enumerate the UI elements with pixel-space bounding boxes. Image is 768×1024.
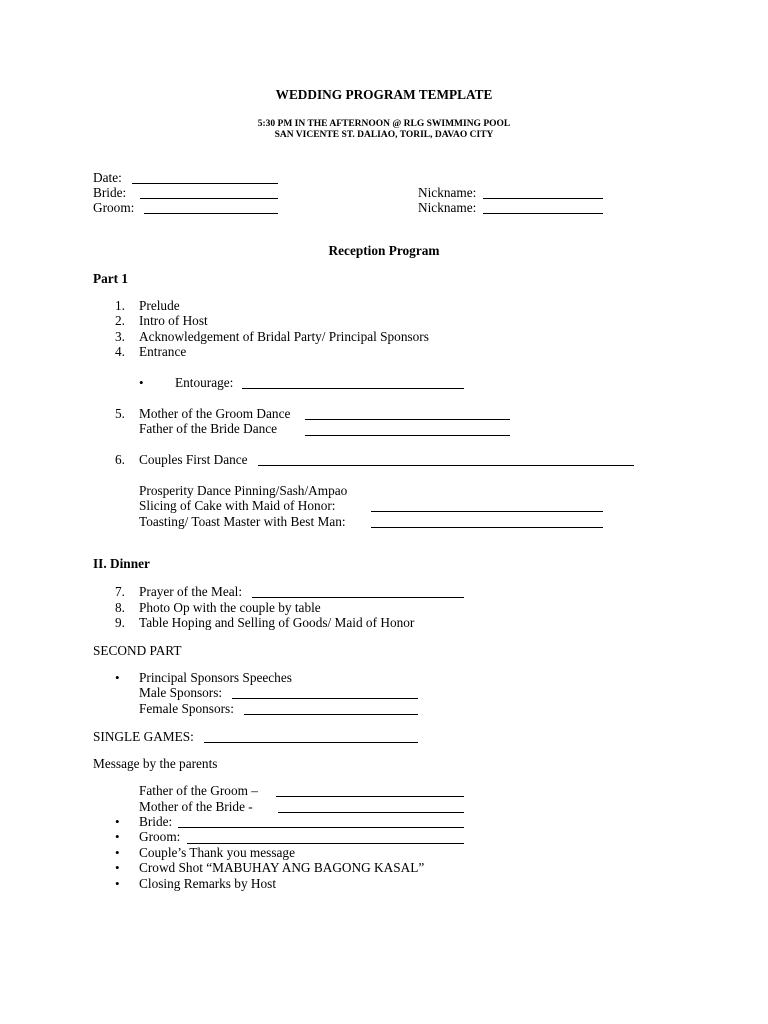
- list-item-prayer-meal: Prayer of the Meal:: [139, 584, 243, 599]
- toasting: Toasting/ Toast Master with Best Man:: [139, 514, 346, 529]
- list-item-table-hoping: Table Hoping and Selling of Goods/ Maid of Honor: [139, 615, 415, 630]
- bullet-icon: •: [115, 845, 120, 860]
- bride-message-label: Bride:: [139, 814, 173, 829]
- female-sponsors-label: Female Sponsors:: [139, 701, 234, 716]
- part1-heading: Part 1: [93, 271, 129, 286]
- single-games-label: SINGLE GAMES:: [93, 729, 194, 744]
- bullet-icon: •: [115, 876, 120, 891]
- dinner-heading: II. Dinner: [93, 556, 150, 571]
- male-sponsors-blank[interactable]: [232, 698, 418, 699]
- slicing-cake: Slicing of Cake with Maid of Honor:: [139, 498, 336, 513]
- bullet-icon: •: [115, 670, 120, 685]
- list-number: 3.: [115, 329, 125, 344]
- groom-message-label: Groom:: [139, 829, 181, 844]
- groom-message-blank[interactable]: [187, 843, 464, 844]
- father-groom-blank[interactable]: [276, 796, 464, 797]
- mother-groom-dance-blank[interactable]: [305, 419, 510, 420]
- bride-label: Bride:: [93, 185, 127, 200]
- bullet-icon: •: [115, 829, 120, 844]
- female-sponsors-blank[interactable]: [244, 714, 418, 715]
- event-time-venue: 5:30 PM IN THE AFTERNOON @ RLG SWIMMING POOL: [257, 119, 511, 129]
- couples-first-dance-blank[interactable]: [258, 465, 634, 466]
- date-blank[interactable]: [132, 183, 278, 184]
- list-number: 8.: [115, 600, 125, 615]
- list-item-acknowledgement: Acknowledgement of Bridal Party/ Principal Sponsors: [139, 329, 429, 344]
- reception-program-heading: Reception Program: [328, 243, 440, 258]
- slicing-cake-blank[interactable]: [371, 511, 603, 512]
- groom-nickname-label: Nickname:: [418, 200, 477, 215]
- groom-label: Groom:: [93, 200, 135, 215]
- mother-bride-blank[interactable]: [278, 812, 464, 813]
- list-number: 1.: [115, 298, 125, 313]
- bullet-icon: •: [115, 814, 120, 829]
- list-number: 4.: [115, 344, 125, 359]
- bride-blank[interactable]: [140, 198, 278, 199]
- list-item-couples-first-dance: Couples First Dance: [139, 452, 248, 467]
- date-label: Date:: [93, 170, 122, 185]
- groom-blank[interactable]: [144, 213, 278, 214]
- entourage-label: Entourage:: [175, 375, 234, 390]
- list-number: 9.: [115, 615, 125, 630]
- list-item-intro-host: Intro of Host: [139, 313, 208, 328]
- message-parents-heading: Message by the parents: [93, 756, 218, 771]
- bride-nickname-blank[interactable]: [483, 198, 603, 199]
- single-games-blank[interactable]: [204, 742, 418, 743]
- list-item-mother-groom-dance: Mother of the Groom Dance: [139, 406, 291, 421]
- crowd-shot: Crowd Shot “MABUHAY ANG BAGONG KASAL”: [139, 860, 425, 875]
- list-item-photo-op: Photo Op with the couple by table: [139, 600, 321, 615]
- prayer-meal-blank[interactable]: [252, 597, 464, 598]
- page-title: WEDDING PROGRAM TEMPLATE: [275, 87, 493, 102]
- couples-thanks: Couple’s Thank you message: [139, 845, 295, 860]
- list-item-entrance: Entrance: [139, 344, 187, 359]
- closing-remarks: Closing Remarks by Host: [139, 876, 277, 891]
- bride-message-blank[interactable]: [178, 827, 464, 828]
- father-bride-dance: Father of the Bride Dance: [139, 421, 278, 436]
- groom-nickname-blank[interactable]: [483, 213, 603, 214]
- list-number: 2.: [115, 313, 125, 328]
- event-address: SAN VICENTE ST. DALIAO, TORIL, DAVAO CITY: [274, 130, 494, 140]
- list-number: 7.: [115, 584, 125, 599]
- entourage-blank[interactable]: [242, 388, 464, 389]
- bride-nickname-label: Nickname:: [418, 185, 477, 200]
- father-groom-label: Father of the Groom –: [139, 783, 258, 798]
- prosperity-dance: Prosperity Dance Pinning/Sash/Ampao: [139, 483, 348, 498]
- mother-bride-label: Mother of the Bride -: [139, 799, 253, 814]
- second-part-heading: SECOND PART: [93, 643, 182, 658]
- father-bride-dance-blank[interactable]: [305, 435, 510, 436]
- bullet-icon: •: [115, 860, 120, 875]
- male-sponsors-label: Male Sponsors:: [139, 685, 223, 700]
- list-number: 5.: [115, 406, 125, 421]
- toasting-blank[interactable]: [371, 527, 603, 528]
- sponsors-speeches: Principal Sponsors Speeches: [139, 670, 292, 685]
- list-item-prelude: Prelude: [139, 298, 180, 313]
- list-number: 6.: [115, 452, 125, 467]
- bullet-icon: •: [139, 375, 144, 390]
